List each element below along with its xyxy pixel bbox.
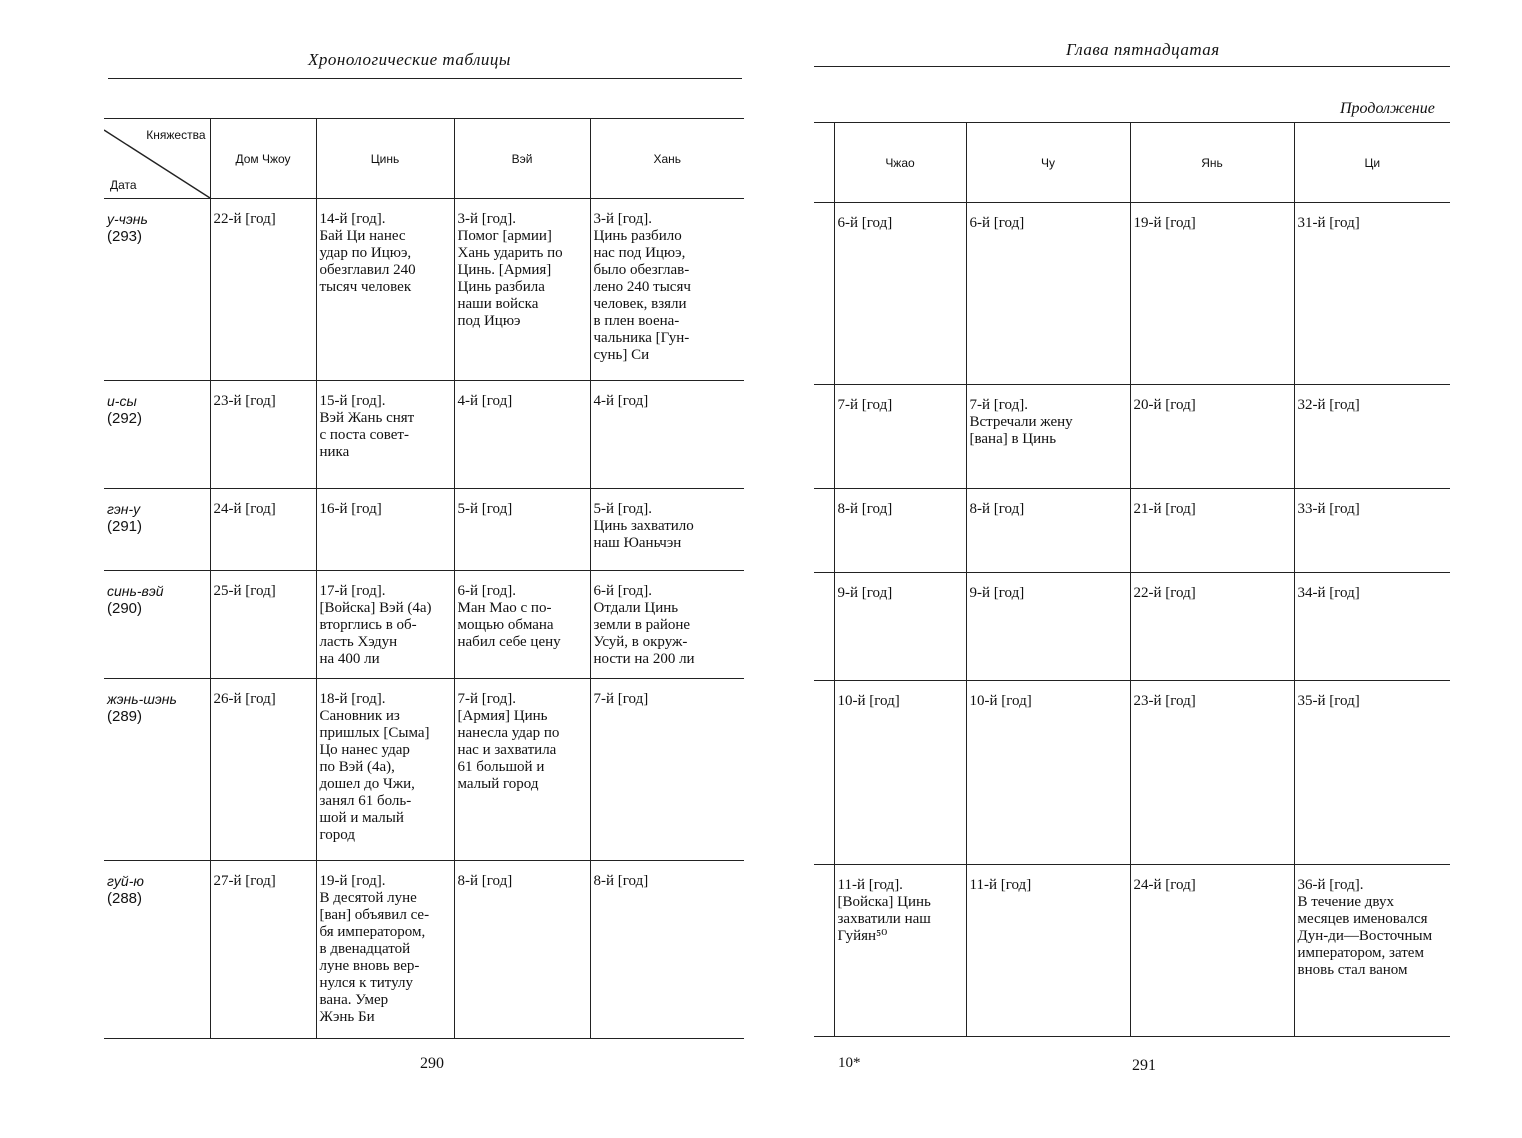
table-cell: 33-й [год] (1294, 489, 1450, 573)
spacer-cell (814, 385, 834, 489)
year-bc: (290) (107, 600, 143, 617)
year-bc: (289) (107, 708, 143, 725)
spacer-cell (814, 865, 834, 1037)
table-cell: 5-й [год]. Цинь захватило наш Юаньчэн (590, 489, 744, 571)
table-row (104, 861, 744, 1039)
column-header: Дом Чжоу (210, 119, 316, 199)
table-cell: 9-й [год] (834, 573, 966, 681)
cyclic-year: у-чэнь (107, 211, 148, 227)
cyclic-year: и-сы (107, 393, 137, 409)
table-cell: 14-й [год]. Бай Ци нанес удар по Ицюэ, обезглавил 240 тысяч человек (316, 199, 454, 381)
column-header: Янь (1130, 123, 1294, 203)
corner-header (104, 119, 210, 199)
table-cell: 34-й [год] (1294, 573, 1450, 681)
column-header: Цинь (316, 119, 454, 199)
date-cell (104, 679, 210, 861)
table-row (814, 385, 1450, 489)
table-cell: 22-й [год] (210, 199, 316, 381)
table-cell: 6-й [год] (966, 203, 1130, 385)
chronology-table-left (104, 118, 744, 1039)
running-head: Хронологические таблицы (308, 50, 511, 69)
table-cell: 18-й [год]. Сановник из пришлых [Сыма] Цо нанес удар по Вэй (4а), дошел до Чжи, занял 61 боль- шой и малый город (316, 679, 454, 861)
table-cell: 4-й [год] (590, 381, 744, 489)
signature-mark: 10* (838, 1055, 861, 1071)
table-cell: 24-й [год] (210, 489, 316, 571)
table-row (104, 679, 744, 861)
table-row (104, 489, 744, 571)
continuation-label: Продолжение (1340, 100, 1435, 117)
year-bc: (292) (107, 410, 143, 427)
table-cell: 11-й [год] (966, 865, 1130, 1037)
table-cell: 10-й [год] (834, 681, 966, 865)
spacer-cell (814, 123, 834, 203)
year-bc: (291) (107, 518, 143, 535)
table-cell: 7-й [год]. Встречали жену [вана] в Цинь (966, 385, 1130, 489)
cyclic-year: гэн-у (107, 501, 141, 517)
table-cell: 31-й [год] (1294, 203, 1450, 385)
table-cell: 36-й [год]. В течение двух месяцев именовался Дун-ди—Восточным императором, затем вновь стал ваном (1294, 865, 1450, 1037)
corner-label-date: Дата (110, 177, 137, 192)
running-head: Глава пятнадцатая (1066, 40, 1220, 59)
table-row (104, 381, 744, 489)
head-rule (814, 66, 1450, 67)
table-cell: 8-й [год] (966, 489, 1130, 573)
table-cell: 17-й [год]. [Войска] Вэй (4а) вторглись в об- ласть Хэдун на 400 ли (316, 571, 454, 679)
spacer-cell (814, 203, 834, 385)
table-row (104, 199, 744, 381)
table-cell: 11-й [год]. [Войска] Цинь захватили наш Гуйян⁵⁰ (834, 865, 966, 1037)
left-page (0, 0, 760, 1138)
table-cell: 10-й [год] (966, 681, 1130, 865)
spacer-cell (814, 573, 834, 681)
page-number: 291 (1132, 1057, 1156, 1074)
table-cell: 26-й [год] (210, 679, 316, 861)
table-cell: 24-й [год] (1130, 865, 1294, 1037)
spacer-cell (814, 681, 834, 865)
table-cell: 6-й [год]. Отдали Цинь земли в районе Усуй, в окруж- ности на 200 ли (590, 571, 744, 679)
column-header: Хань (590, 119, 744, 199)
table-cell: 20-й [год] (1130, 385, 1294, 489)
year-bc: (293) (107, 228, 143, 245)
table-cell: 21-й [год] (1130, 489, 1294, 573)
table-cell: 27-й [год] (210, 861, 316, 1039)
table-cell: 4-й [год] (454, 381, 590, 489)
cyclic-year: жэнь-шэнь (107, 691, 177, 707)
date-cell (104, 571, 210, 679)
right-page (760, 0, 1522, 1138)
table-row (814, 203, 1450, 385)
table-cell: 7-й [год] (834, 385, 966, 489)
table-cell: 23-й [год] (1130, 681, 1294, 865)
table-row (814, 865, 1450, 1037)
table-cell: 22-й [год] (1130, 573, 1294, 681)
table-cell: 19-й [год]. В десятой луне [ван] объявил се- бя императором, в двенадцатой луне вновь вер- нулся к титулу вана. Умер Жэнь Би (316, 861, 454, 1039)
table-cell: 9-й [год] (966, 573, 1130, 681)
column-header: Чжао (834, 123, 966, 203)
column-header: Ци (1294, 123, 1450, 203)
column-header: Чу (966, 123, 1130, 203)
date-cell (104, 199, 210, 381)
table-cell: 7-й [год] (590, 679, 744, 861)
table-cell: 35-й [год] (1294, 681, 1450, 865)
table-cell: 23-й [год] (210, 381, 316, 489)
corner-label-principalities: Княжества (146, 127, 206, 142)
year-bc: (288) (107, 890, 143, 907)
table-row (814, 681, 1450, 865)
date-cell (104, 489, 210, 571)
table-cell: 6-й [год] (834, 203, 966, 385)
table-cell: 8-й [год] (590, 861, 744, 1039)
table-cell: 8-й [год] (454, 861, 590, 1039)
spacer-cell (814, 489, 834, 573)
table-cell: 19-й [год] (1130, 203, 1294, 385)
table-cell: 25-й [год] (210, 571, 316, 679)
page-number: 290 (420, 1055, 444, 1072)
cyclic-year: гуй-ю (107, 873, 144, 889)
head-rule (108, 78, 742, 79)
chronology-table-right (814, 122, 1450, 1037)
date-cell (104, 861, 210, 1039)
table-cell: 5-й [год] (454, 489, 590, 571)
column-header: Вэй (454, 119, 590, 199)
table-cell: 8-й [год] (834, 489, 966, 573)
date-cell (104, 381, 210, 489)
table-cell: 3-й [год]. Помог [армии] Хань ударить по Цинь. [Армия] Цинь разбила наши войска под Ицюэ (454, 199, 590, 381)
table-cell: 15-й [год]. Вэй Жань снят с поста совет- ника (316, 381, 454, 489)
table-row (814, 573, 1450, 681)
table-cell: 6-й [год]. Ман Мао с по- мощью обмана набил себе цену (454, 571, 590, 679)
table-row (814, 489, 1450, 573)
table-row (104, 571, 744, 679)
table-cell: 16-й [год] (316, 489, 454, 571)
cyclic-year: синь-вэй (107, 583, 164, 599)
table-cell: 3-й [год]. Цинь разбило нас под Ицюэ, было обезглав- лено 240 тысяч человек, взяли в плен воена- чальника [Гун- сунь] Си (590, 199, 744, 381)
table-cell: 7-й [год]. [Армия] Цинь нанесла удар по нас и захватила 61 большой и малый город (454, 679, 590, 861)
table-cell: 32-й [год] (1294, 385, 1450, 489)
